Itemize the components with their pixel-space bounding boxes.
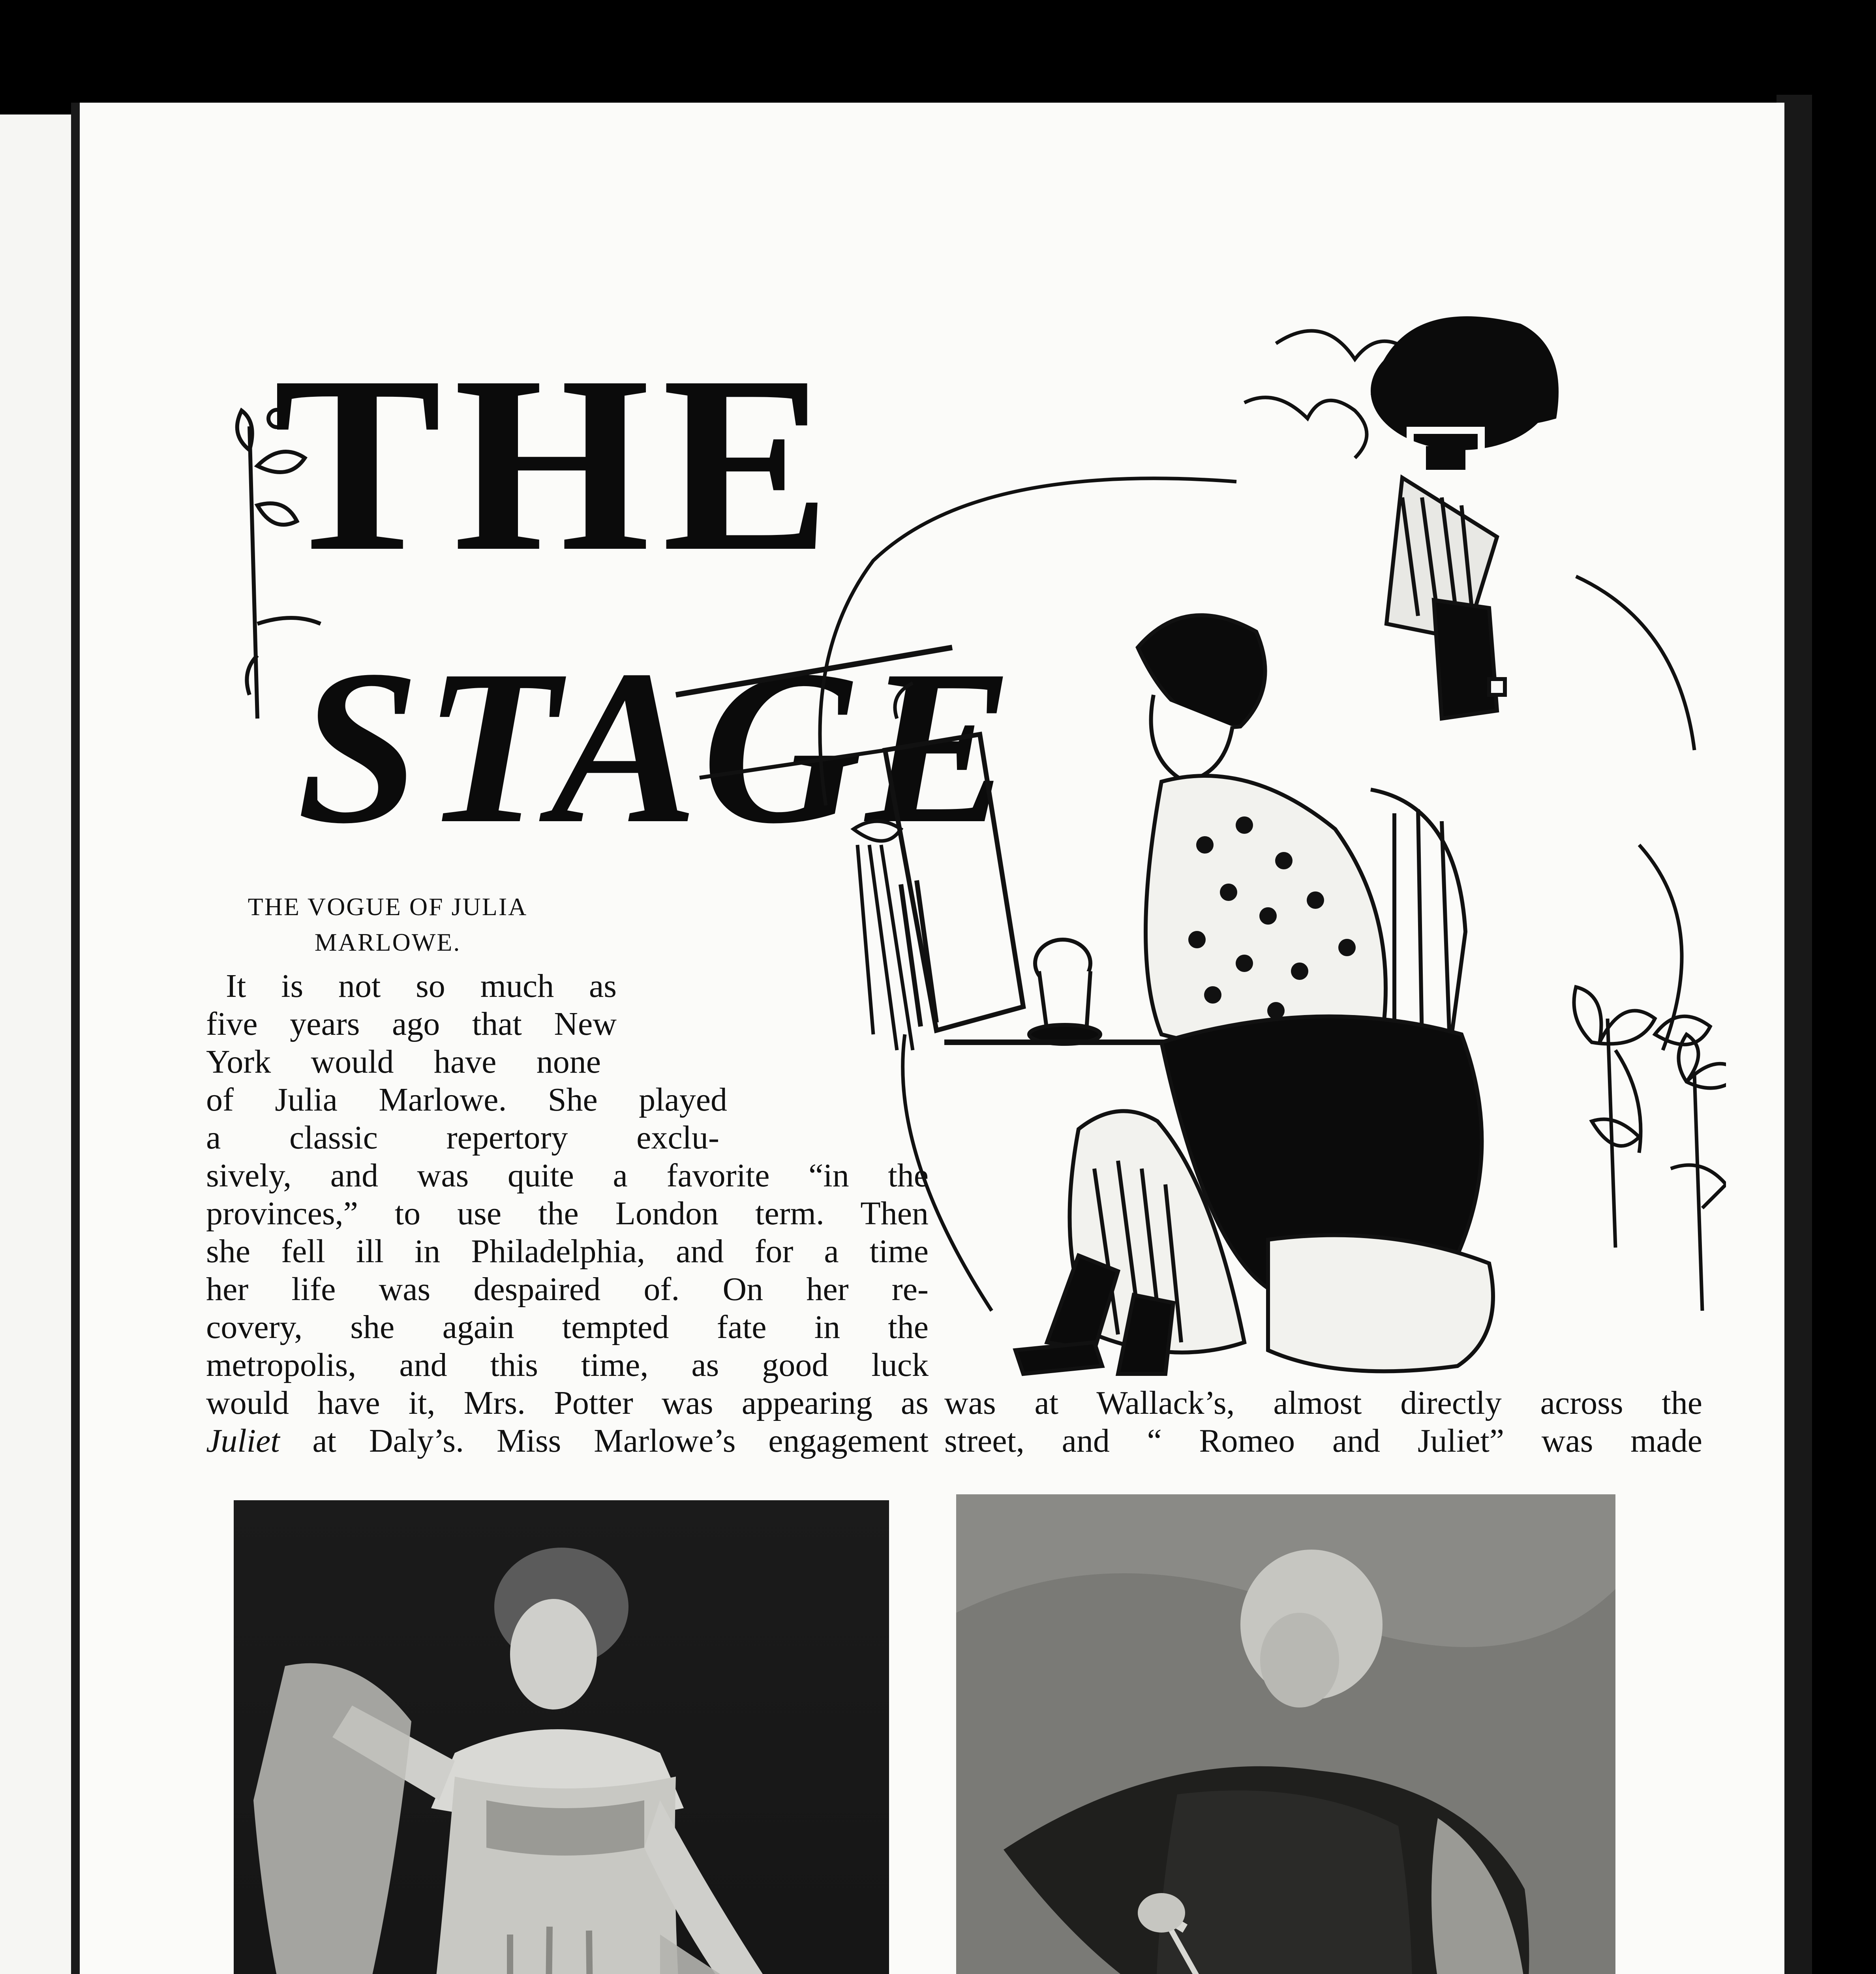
- article-line: a classic repertory exclu-: [206, 1119, 719, 1156]
- title-stage: STAGE: [297, 625, 1017, 869]
- article-line: It is not so much as: [226, 968, 617, 1004]
- article-line: her life was despaired of. On her re-: [206, 1271, 929, 1308]
- right-column-line: street, and “ Romeo and Juliet” was made: [944, 1422, 1702, 1459]
- photo-sarah-bernhardt: [956, 1494, 1615, 1974]
- article-line: of Julia Marlowe. She played: [206, 1081, 727, 1118]
- flower-sprig-right-icon: [1574, 987, 1726, 1311]
- last-line-rest: at Daly’s. Miss Marlowe’s engagement: [280, 1422, 929, 1459]
- magazine-page: [71, 103, 1784, 1974]
- article-line: York would have none: [206, 1043, 601, 1080]
- article-headline-line1: THE VOGUE OF JULIA: [248, 893, 528, 921]
- cup-icon: [1029, 940, 1100, 1044]
- cape-icon: [1386, 478, 1505, 719]
- article-headline-line2: MARLOWE.: [314, 928, 461, 956]
- article-line-last: [206, 1422, 929, 1460]
- article-line: provinces,” to use the London term. Then: [206, 1195, 929, 1232]
- article-line: sively, and was quite a favorite “in the: [206, 1157, 929, 1194]
- article-line: would have it, Mrs. Potter was appearing as: [206, 1385, 929, 1421]
- article-line: she fell ill in Philadelphia, and for a time: [206, 1233, 929, 1270]
- right-column-line: was at Wallack’s, almost directly across the: [944, 1385, 1702, 1421]
- photo-mary-mannering: [234, 1500, 889, 1974]
- article-line: covery, she again tempted fate in the: [206, 1309, 929, 1345]
- article-line: metropolis, and this time, as good luck: [206, 1347, 929, 1383]
- previous-page-edge: [0, 114, 81, 1974]
- hat-icon: [1371, 316, 1559, 486]
- article-line: five years ago that New: [206, 1006, 617, 1042]
- italic-juliet: Juliet: [206, 1422, 280, 1459]
- title-the: THE: [273, 324, 842, 604]
